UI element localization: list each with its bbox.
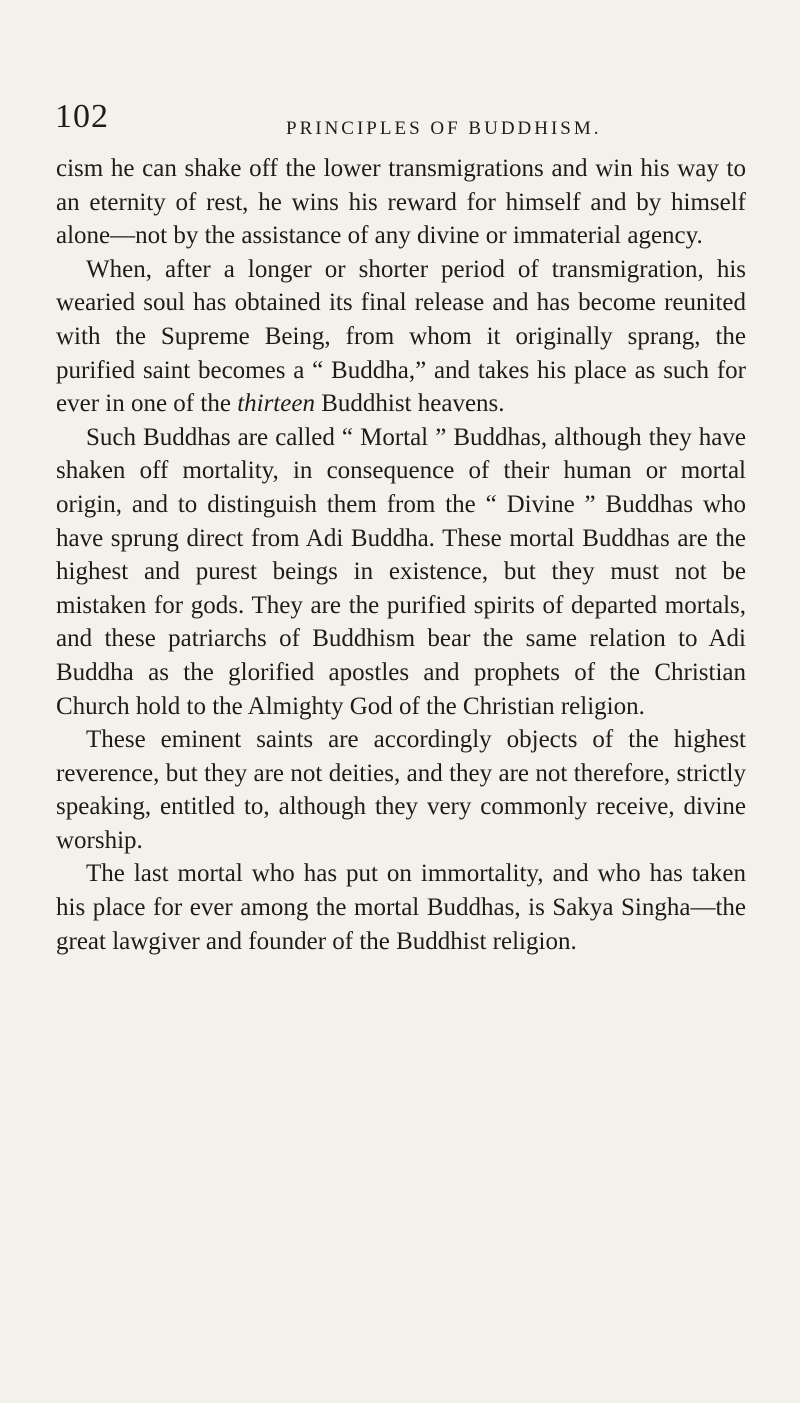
body-text — [56, 152, 746, 958]
paragraph-text-after-italic: Buddhist heavens. — [314, 390, 505, 418]
italic-word: thirteen — [237, 390, 315, 418]
paragraph-eminent-saints: These eminent saints are accordingly objects of the highest reverence, but they are not deities, and they are not therefore, strictly speaking, entitled to, although they very commonly receive, divine worship. — [56, 726, 746, 854]
paragraph-mortal-buddhas: Such Buddhas are called “ Mortal ” Buddhas, although they have shaken off mortality, in consequence of their human or mortal origin, and to distinguish them from the “ Divine ” Buddhas who have sprung direct from Adi Buddha. These mortal Buddhas are the highest and purest beings in existence, but they must not be mistaken for gods. They are the purified spirits of departed mortals, and these patriarchs of Buddhism bear the same relation to Adi Buddha as the glorified apostles and prophets of the Christian Church hold to the Almighty God of the Christian religion. — [56, 423, 746, 720]
page-header — [55, 100, 755, 150]
paragraph-continuation: cism he can shake off the lower transmigrations and win his way to an eternity of rest, he wins his reward for himself and by himself alone—not by the assistance of any divine or immaterial agency. — [56, 155, 746, 250]
page-number: 102 — [55, 98, 109, 135]
running-head: PRINCIPLES OF BUDDHISM. — [286, 118, 602, 139]
paragraph-buddha-release — [56, 253, 746, 421]
paragraph-text-before-italic: When, after a longer or shorter period of transmigration, his wearied soul has obtained its final release and has become reunited with the Supreme Being, from whom it originally sprang, the purified saint becomes a “ Buddha,” and takes his place as such for ever in one of the — [56, 255, 746, 418]
paragraph-sakya-singha: The last mortal who has put on immortality, and who has taken his place for ever among the mortal Buddhas, is Sakya Singha—the great lawgiver and founder of the Buddhist religion. — [56, 860, 746, 955]
